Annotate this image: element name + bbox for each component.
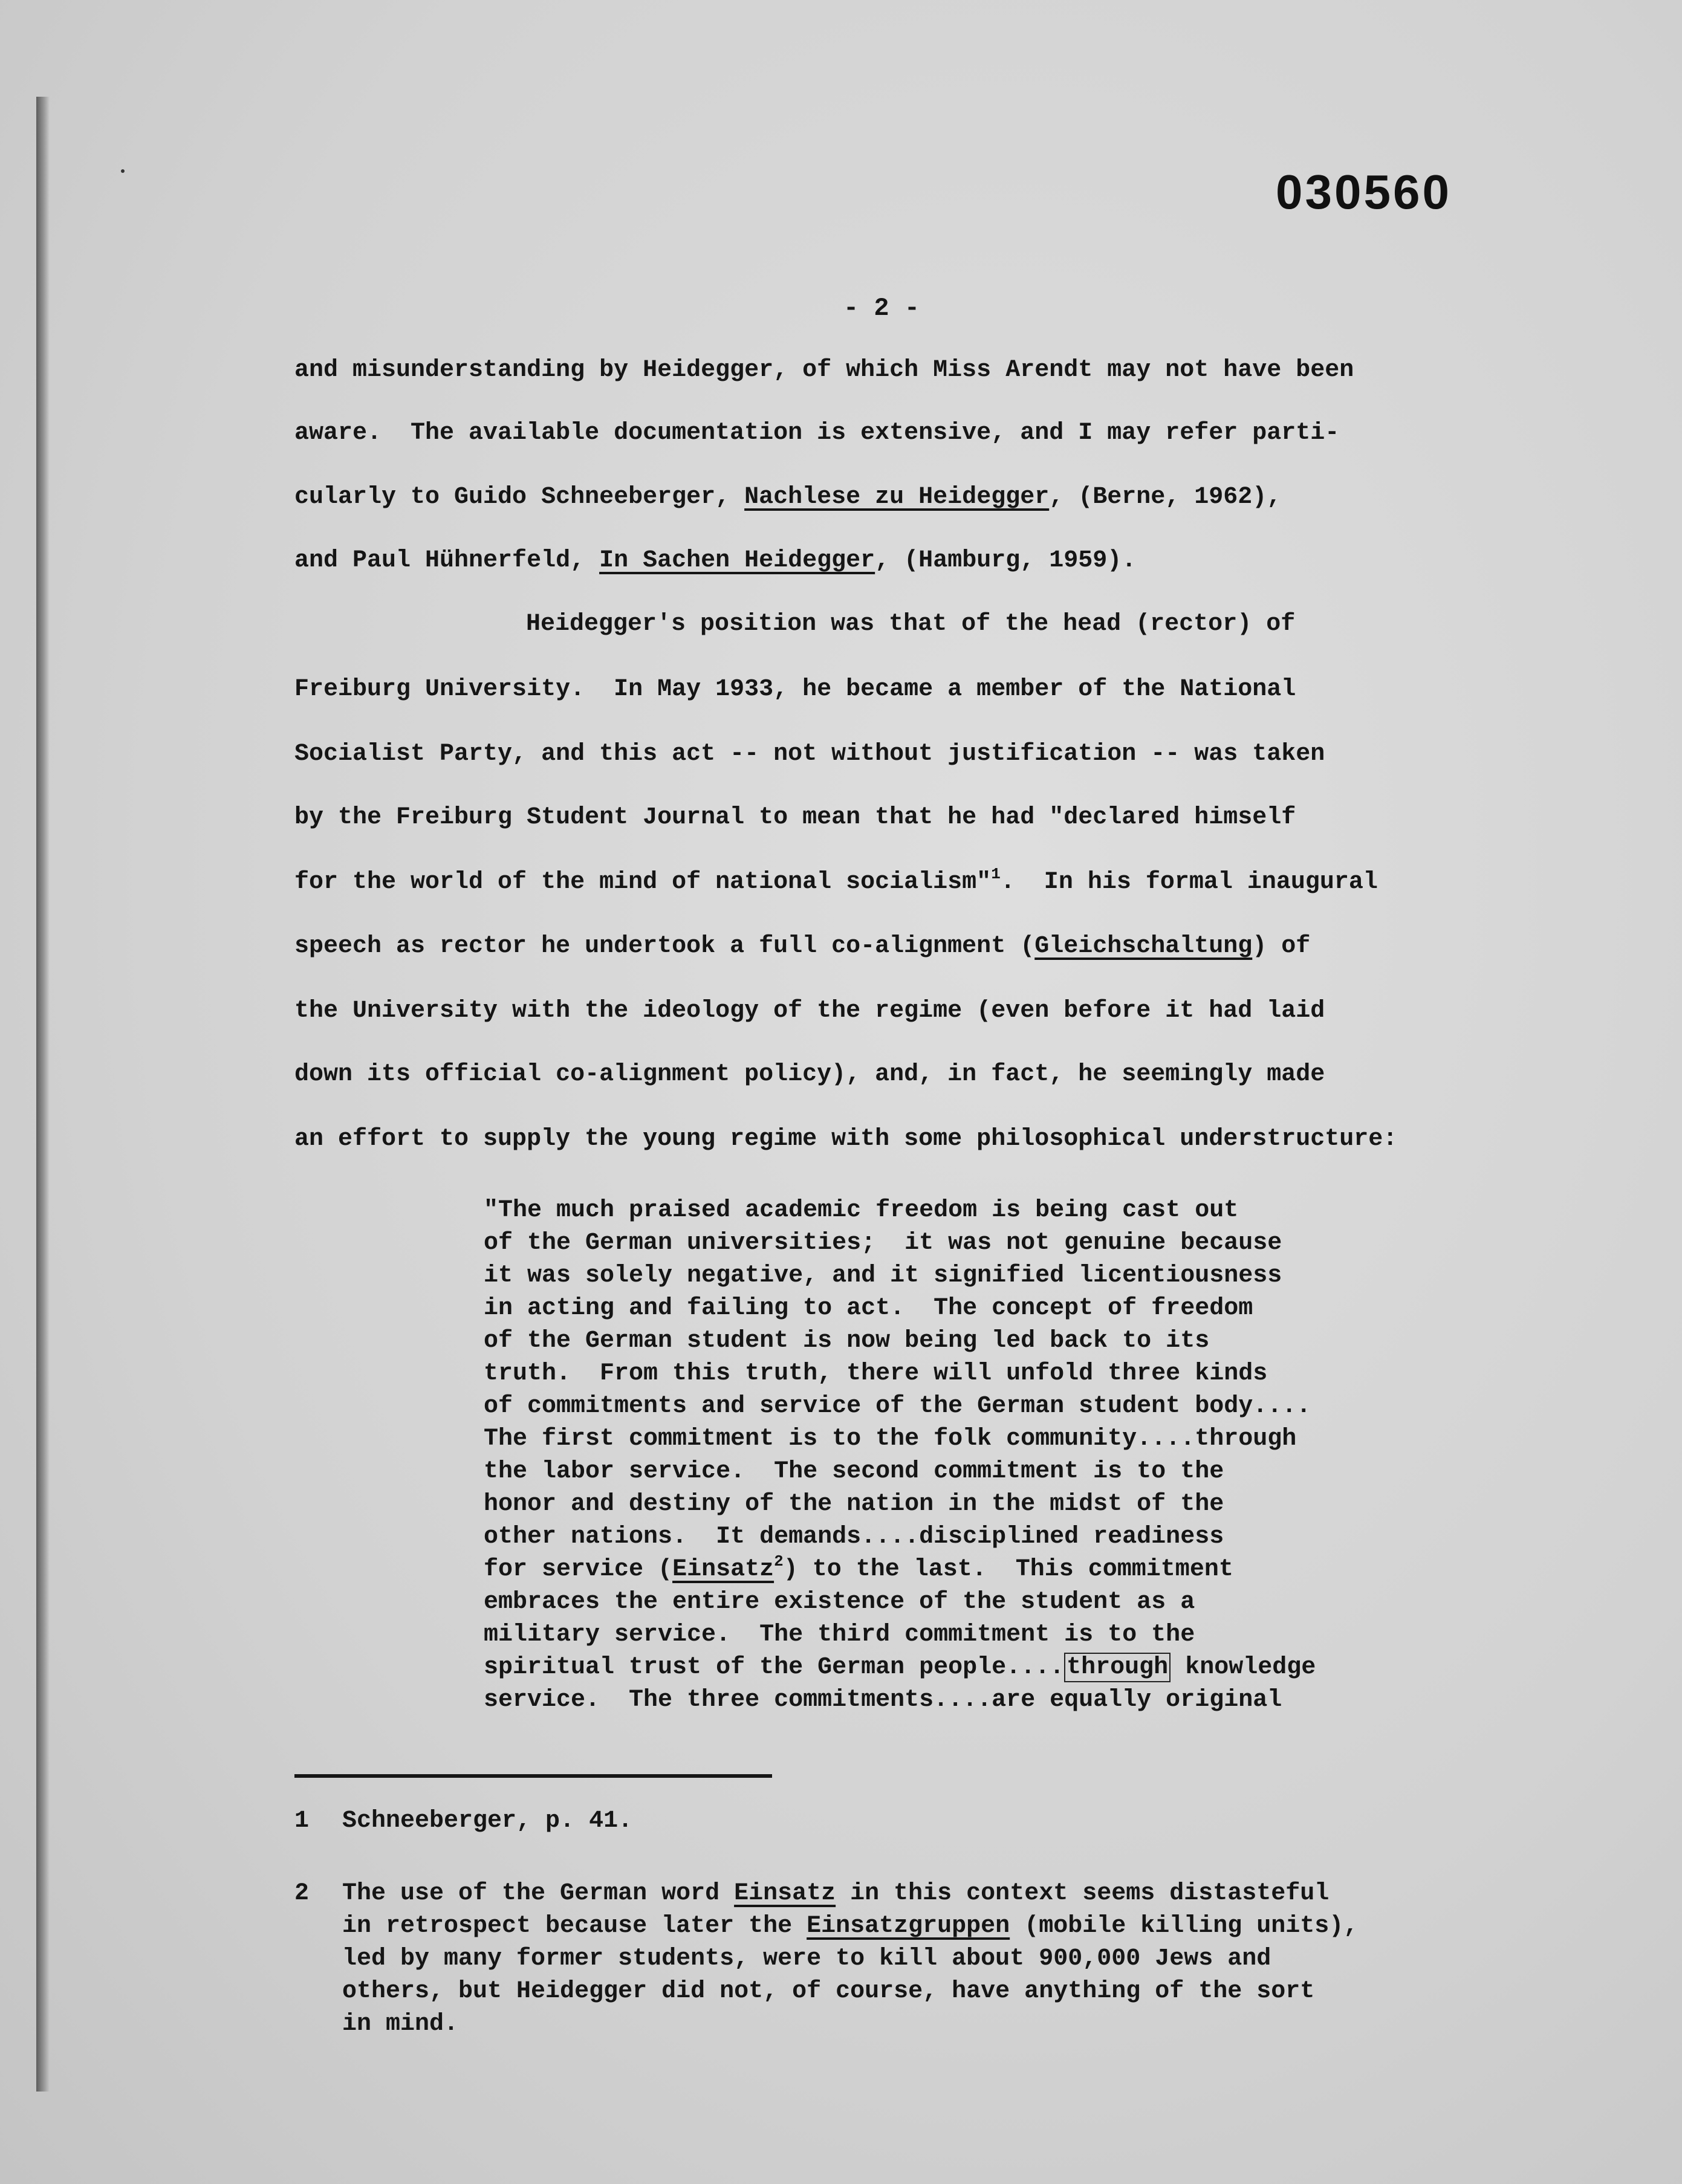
body-line: an effort to supply the young regime with some philosophical understructure: (294, 1126, 1398, 1153)
body-text: ) of (1252, 933, 1311, 960)
body-line: the University with the ideology of the regime (even before it had laid (294, 997, 1325, 1025)
quote-line: truth. From this truth, there will unfold three kinds (484, 1360, 1268, 1387)
body-line (294, 865, 1378, 896)
footnote-segment: in retrospect because later the (342, 1913, 807, 1940)
body-line: Heidegger's position was that of the head (rector) of (526, 611, 1296, 638)
quote-line: the labor service. The second commitment is to the (484, 1458, 1224, 1485)
footnote-separator (294, 1774, 772, 1778)
body-line: down its official co-alignment policy), and, in fact, he seemingly made (294, 1061, 1325, 1088)
german-term: Einsatz (672, 1556, 774, 1583)
quote-line: honor and destiny of the nation in the midst of the (484, 1491, 1224, 1518)
quote-line: of the German universities; it was not genuine because (484, 1230, 1282, 1257)
body-line: aware. The available documentation is extensive, and I may refer parti- (294, 420, 1340, 447)
footnote-text (342, 1880, 1329, 1907)
body-line: by the Freiburg Student Journal to mean that he had "declared himself (294, 804, 1296, 831)
footnote-segment: The use of the German word (342, 1880, 735, 1907)
footnote-number: 2 (294, 1880, 310, 1907)
quote-line: service. The three commitments....are equally original (484, 1687, 1282, 1714)
body-text: . In his formal inaugural (1000, 869, 1378, 896)
quote-line (484, 1552, 1233, 1583)
quote-text: for service ( (484, 1556, 673, 1583)
book-title: Nachlese zu Heidegger (744, 484, 1050, 511)
footnote-text: led by many former students, were to kill about 900,000 Jews and (342, 1945, 1271, 1972)
body-text: for the world of the mind of national socialism" (294, 869, 992, 896)
page-shadow-edge (36, 97, 50, 2092)
footnote-segment: (mobile killing units), (1010, 1913, 1359, 1940)
scan-speck (121, 169, 125, 173)
quote-text: ) to the last. This commitment (783, 1556, 1233, 1583)
body-text: cularly to Guido Schneeberger, (294, 484, 745, 511)
body-text: speech as rector he undertook a full co-alignment ( (294, 933, 1035, 960)
quote-line: other nations. It demands....disciplined readiness (484, 1523, 1224, 1551)
book-title: In Sachen Heidegger (599, 547, 875, 574)
footnote-segment: in this context seems distasteful (836, 1880, 1330, 1907)
footnote-text: in mind. (342, 2011, 459, 2038)
german-term: Einsatzgruppen (807, 1913, 1010, 1940)
body-line (294, 933, 1310, 960)
german-term: Gleichschaltung (1034, 933, 1253, 960)
quote-line: military service. The third commitment is to the (484, 1621, 1195, 1648)
quote-line: "The much praised academic freedom is being cast out (484, 1197, 1239, 1224)
body-line: and misunderstanding by Heidegger, of which Miss Arendt may not have been (294, 357, 1354, 384)
footnote-number: 1 (294, 1807, 310, 1835)
page-number: - 2 - (843, 294, 920, 323)
footnote-text (342, 1913, 1358, 1940)
quote-line (484, 1654, 1316, 1681)
body-text: , (Hamburg, 1959). (875, 547, 1137, 574)
quote-line: embraces the entire existence of the student as a (484, 1589, 1195, 1616)
body-line: Socialist Party, and this act -- not without justification -- was taken (294, 740, 1325, 768)
quote-line: of the German student is now being led back to its (484, 1327, 1210, 1355)
quote-line: in acting and failing to act. The concept of freedom (484, 1295, 1253, 1322)
quote-text: knowledge (1171, 1654, 1316, 1681)
body-line (294, 547, 1136, 574)
bracketed-insertion: through (1064, 1653, 1171, 1682)
quote-line: The first commitment is to the folk community....through (484, 1425, 1297, 1453)
body-line (294, 484, 1281, 511)
body-line: Freiburg University. In May 1933, he became a member of the National (294, 676, 1296, 703)
body-text: and Paul Hühnerfeld, (294, 547, 600, 574)
quote-line: of commitments and service of the German student body.... (484, 1393, 1311, 1420)
footnote-marker: 2 (774, 1552, 784, 1570)
quote-line: it was solely negative, and it signified licentiousness (484, 1262, 1282, 1289)
footnote-text: others, but Heidegger did not, of course, have anything of the sort (342, 1978, 1315, 2005)
quote-text: spiritual trust of the German people.... (484, 1654, 1065, 1681)
footnote-marker: 1 (991, 865, 1001, 883)
body-text: , (Berne, 1962), (1049, 484, 1282, 511)
footnote-text: Schneeberger, p. 41. (342, 1807, 633, 1835)
german-term: Einsatz (734, 1880, 836, 1907)
document-serial-number: 030560 (1276, 165, 1452, 219)
